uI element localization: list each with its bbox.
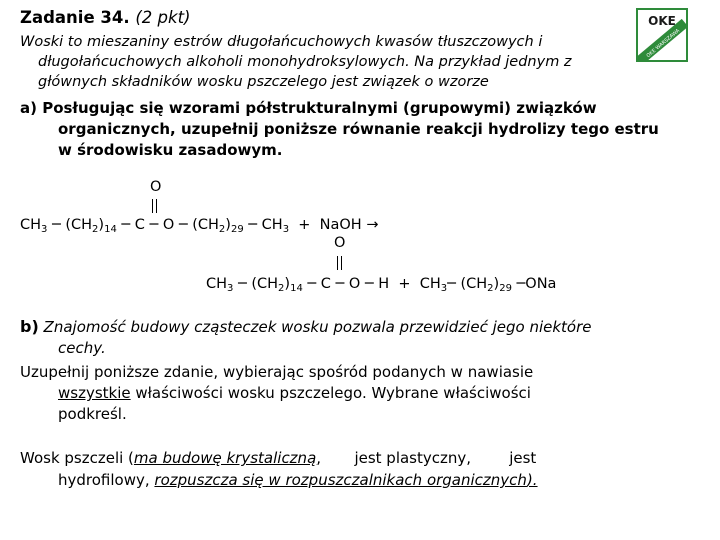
option-soluble[interactable]: rozpuszcza się w rozpuszczalnikach organicznych xyxy=(154,471,527,489)
double-bond xyxy=(337,256,342,270)
option-plastic[interactable]: jest plastyczny, xyxy=(354,449,472,467)
separator: , xyxy=(316,449,322,467)
logo-text: OKE xyxy=(648,14,676,28)
sentence-end: ). xyxy=(526,471,538,489)
question-b xyxy=(20,316,592,359)
option-crystalline[interactable]: ma budowę krystaliczną xyxy=(133,449,317,467)
double-bond xyxy=(152,199,157,213)
acid-carbonyl-oxygen: O xyxy=(334,235,346,251)
answer-sentence xyxy=(20,447,538,491)
products-formula: $CH_3$ ─ $(CH_2)_{14}$ ─ C ─ O ─ $H + CH_3─$ $(CH_2)_{29}$ ─ONa xyxy=(206,276,557,294)
question-b-label: b) xyxy=(20,317,39,336)
instruction-line: podkreśl. xyxy=(58,405,127,423)
intro-line: długołańcuchowych alkoholi monohydroksylowych. Na przykład jednym z xyxy=(38,54,572,70)
sentence-start: Wosk pszczeli ( xyxy=(20,449,134,467)
question-b-line: Znajomość budowy cząsteczek wosku pozwala przewidzieć jego niektóre xyxy=(43,318,592,336)
intro-line: Woski to mieszaniny estrów długołańcuchowych kwasów tłuszczowych i xyxy=(20,34,543,50)
instruction-line: właściwości wosku pszczelego. Wybrane właściwości xyxy=(130,384,531,402)
ester-formula: $CH_3$ ─ $(CH_2)_{14}$ ─ C ─ O ─ $(CH_2)_{29}$ ─ $CH_3$ + NaOH → xyxy=(20,217,379,235)
underlined-word: wszystkie xyxy=(58,384,131,402)
option-hydrophilic-cont[interactable]: hydrofilowy, xyxy=(58,471,150,489)
question-a-line: w środowisku zasadowym. xyxy=(58,141,283,159)
carbonyl-oxygen: O xyxy=(150,179,162,195)
question-a-line: organicznych, uzupełnij poniższe równanie reakcji hydrolizy tego estru xyxy=(58,120,659,138)
intro-line: głównych składników wosku pszczelego jest związek o wzorze xyxy=(38,74,489,90)
question-b-line: cechy. xyxy=(58,339,106,357)
instruction xyxy=(20,362,533,425)
question-a-line: a) Posługując się wzorami półstrukturalnymi (grupowymi) związków xyxy=(20,99,597,117)
oke-logo xyxy=(636,8,688,62)
task-title xyxy=(20,8,191,27)
task-points: (2 pkt) xyxy=(135,8,191,27)
question-a xyxy=(20,98,659,161)
instruction-line: Uzupełnij poniższe zdanie, wybierając spośród podanych w nawiasie xyxy=(20,363,534,381)
logo-ribbon-text: OKE WARSZAWA xyxy=(645,27,682,60)
task-number: Zadanie 34. xyxy=(20,8,130,27)
intro-text xyxy=(20,32,572,92)
option-hydrophilic[interactable]: jest xyxy=(509,449,537,467)
